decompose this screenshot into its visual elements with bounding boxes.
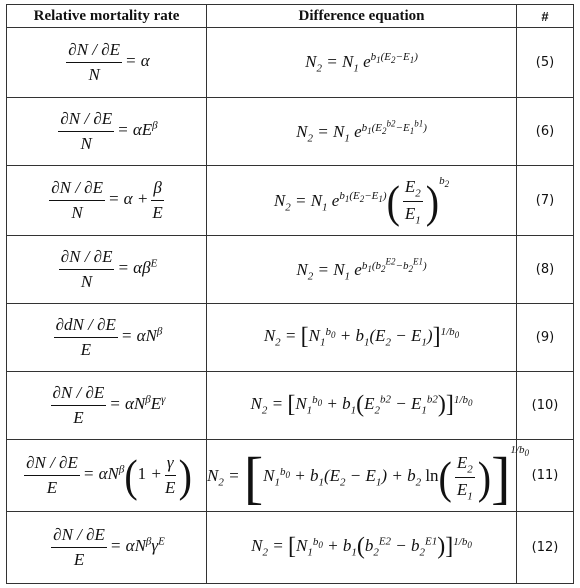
header-number: # <box>517 5 574 28</box>
table-row <box>7 304 574 372</box>
relative-mortality-rate-cell <box>7 304 207 372</box>
relative-mortality-rate-cell <box>7 28 207 98</box>
lhs-formula: $\frac{\partial N / \partial E}{N}$ = α + $\frac{\beta}{E}$ <box>51 178 163 222</box>
difference-equation-cell <box>207 512 517 584</box>
header-row <box>7 5 574 28</box>
relative-mortality-rate-cell <box>7 166 207 236</box>
equation-number: (6) <box>517 98 574 166</box>
lhs-formula: $\frac{\partial N / \partial E}{N}$ = $\alpha E^\beta$ <box>60 109 158 153</box>
rhs-formula: $N_2 = N_1$ $e^{b_1(b_2^{E2}-b_2^{E1})}$ <box>296 256 427 283</box>
relative-mortality-rate-cell <box>7 236 207 304</box>
equation-number: (7) <box>517 166 574 236</box>
relative-mortality-rate-cell <box>7 440 207 512</box>
header-difference-equation: Difference equation <box>207 5 517 28</box>
equation-number: (12) <box>517 512 574 584</box>
lhs-formula: $\frac{\partial N / \partial E}{E}$ = $\alpha N^\beta(1$ + $\frac{\gamma}{E}$ ) <box>26 449 192 501</box>
table-row <box>7 372 574 440</box>
header-relative-mortality-rate: Relative mortality rate <box>7 5 207 28</box>
equation-number: (8) <box>517 236 574 304</box>
equation-number: (11) <box>517 440 574 512</box>
difference-equation-cell <box>207 440 529 512</box>
table-row <box>7 166 574 236</box>
lhs-formula: $\frac{\partial N / \partial E}{E}$ = $\alpha N^\beta\gamma^E$ <box>53 525 165 569</box>
rhs-formula: $N_2 = [N_1^{b_0} + b_1(E_2^{b2} - E_1^{b2})]^{1/b_0}$ <box>250 392 473 418</box>
table-row <box>7 236 574 304</box>
equations-table <box>6 4 574 584</box>
rhs-formula: $N_2 = [N_1^{b_0} + b_1(E_2 - E_1)]^{1/b_0}$ <box>263 324 460 350</box>
difference-equation-cell <box>207 372 517 440</box>
rhs-formula: $N_2 = N_1$ $e^{b_1(E_2-E_1)}$ <box>305 50 418 75</box>
difference-equation-cell <box>207 236 517 304</box>
lhs-formula: $\frac{\partial dN / \partial E}{E}$ = $\alpha N^\beta$ <box>55 315 163 359</box>
lhs-formula: $\frac{\partial N / \partial E}{N}$ = α <box>68 40 150 84</box>
difference-equation-cell <box>207 166 517 236</box>
lhs-formula: $\frac{\partial N / \partial E}{E}$ = $\alpha N^\beta E^\gamma$ <box>52 383 166 427</box>
equation-number: (5) <box>517 28 574 98</box>
table-row <box>7 512 574 584</box>
rhs-formula: $N_2 = N_1$ $e^{b_1(E_2^{b2}-E_1^{b1})}$ <box>296 118 427 145</box>
table-row <box>7 28 574 98</box>
lhs-formula: $\frac{\partial N / \partial E}{N}$ = $\alpha\beta^E$ <box>60 247 158 291</box>
relative-mortality-rate-cell <box>7 372 207 440</box>
table-row <box>7 98 574 166</box>
difference-equation-cell <box>207 304 517 372</box>
rhs-formula: $N_2 = [N_1^{b_0} + b_1(E_2 - E_1) + b_2$ ln( $\frac{E_2}{E_1}$ )]$^{1/b_0}$ <box>207 444 529 510</box>
table-row <box>7 440 574 512</box>
difference-equation-cell <box>207 28 517 98</box>
difference-equation-cell <box>207 98 517 166</box>
rhs-formula: $N_2 = [N_1^{b_0} + b_1(b_2^{E2} - b_2^{E1})]^{1/b_0}$ <box>251 534 472 560</box>
relative-mortality-rate-cell <box>7 98 207 166</box>
rhs-formula: $N_2 = N_1$ $e^{b_1(E_2-E_1)}$( $\frac{E_2}{E_1}$ )$^{b_2}$ <box>273 174 450 227</box>
equation-number: (10) <box>517 372 574 440</box>
equation-number: (9) <box>517 304 574 372</box>
relative-mortality-rate-cell <box>7 512 207 584</box>
